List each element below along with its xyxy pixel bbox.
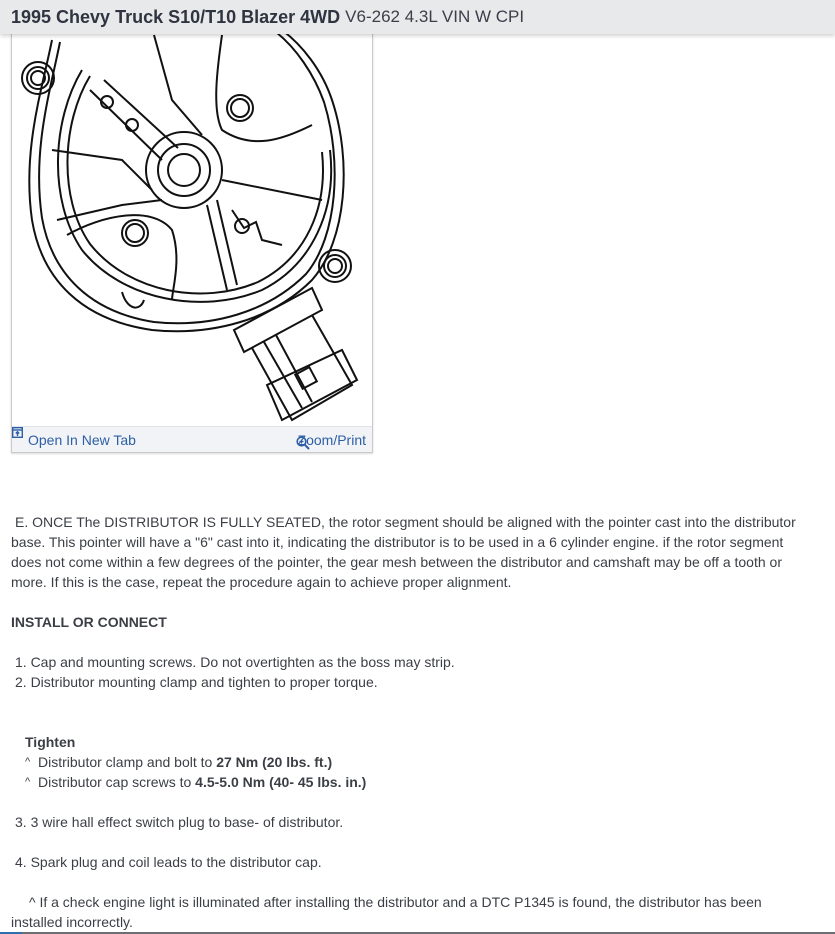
distributor-diagram-image — [12, 30, 372, 426]
dtc-note: ^ If a check engine light is illuminated after installing the distributor and a DTC P1345 is found, the distributor has been installed incorrectly. — [11, 894, 762, 930]
list-item: 1. Cap and mounting screws. Do not overtighten as the boss may strip. — [15, 654, 455, 670]
caret-bullet: ^ — [25, 756, 31, 768]
torque-spec-text: Distributor clamp and bolt to — [38, 754, 217, 770]
list-item: 3. 3 wire hall effect switch plug to base- of distributor. — [15, 814, 344, 830]
torque-spec-value: 27 Nm (20 lbs. ft.) — [216, 754, 333, 770]
procedure-content — [11, 512, 801, 932]
open-in-new-tab-link[interactable] — [23, 432, 136, 448]
torque-spec-text: Distributor cap screws to — [38, 774, 196, 790]
list-item: 4. Spark plug and coil leads to the distributor cap. — [15, 854, 322, 870]
zoom-print-label: Zoom/Print — [297, 431, 366, 448]
tighten-spec-block — [11, 732, 801, 792]
step-e-paragraph: E. ONCE The DISTRIBUTOR IS FULLY SEATED, the rotor segment should be aligned with the pointer cast into the distributor base. This pointer will have a "6" cast into it, indicating the distributor is to be used in a 6 cylinder engine. if the rotor segment does not come within a few degrees of the pointer, the gear mesh between the distributor and camshaft may be off a tooth or more. If this is the case, repeat the procedure again to achieve proper alignment. — [11, 514, 796, 590]
list-item: 2. Distributor mounting clamp and tighten to proper torque. — [15, 674, 378, 690]
caret-bullet: ^ — [25, 776, 31, 788]
torque-spec-value: 4.5-5.0 Nm (40- 45 lbs. in.) — [195, 774, 367, 790]
vehicle-header — [0, 0, 835, 34]
install-list — [11, 652, 801, 692]
install-heading: INSTALL OR CONNECT — [11, 614, 167, 630]
tighten-heading: Tighten — [25, 734, 76, 750]
zoom-print-link[interactable] — [296, 432, 366, 448]
distributor-diagram-figure — [11, 30, 373, 453]
figure-toolbar — [12, 426, 372, 452]
open-in-new-tab-label: Open In New Tab — [28, 431, 136, 448]
torque-spec-row — [25, 772, 801, 792]
vehicle-title: 1995 Chevy Truck S10/T10 Blazer 4WD — [11, 6, 341, 27]
engine-subtitle: V6-262 4.3L VIN W CPI — [345, 7, 525, 26]
torque-spec-row — [25, 752, 801, 772]
